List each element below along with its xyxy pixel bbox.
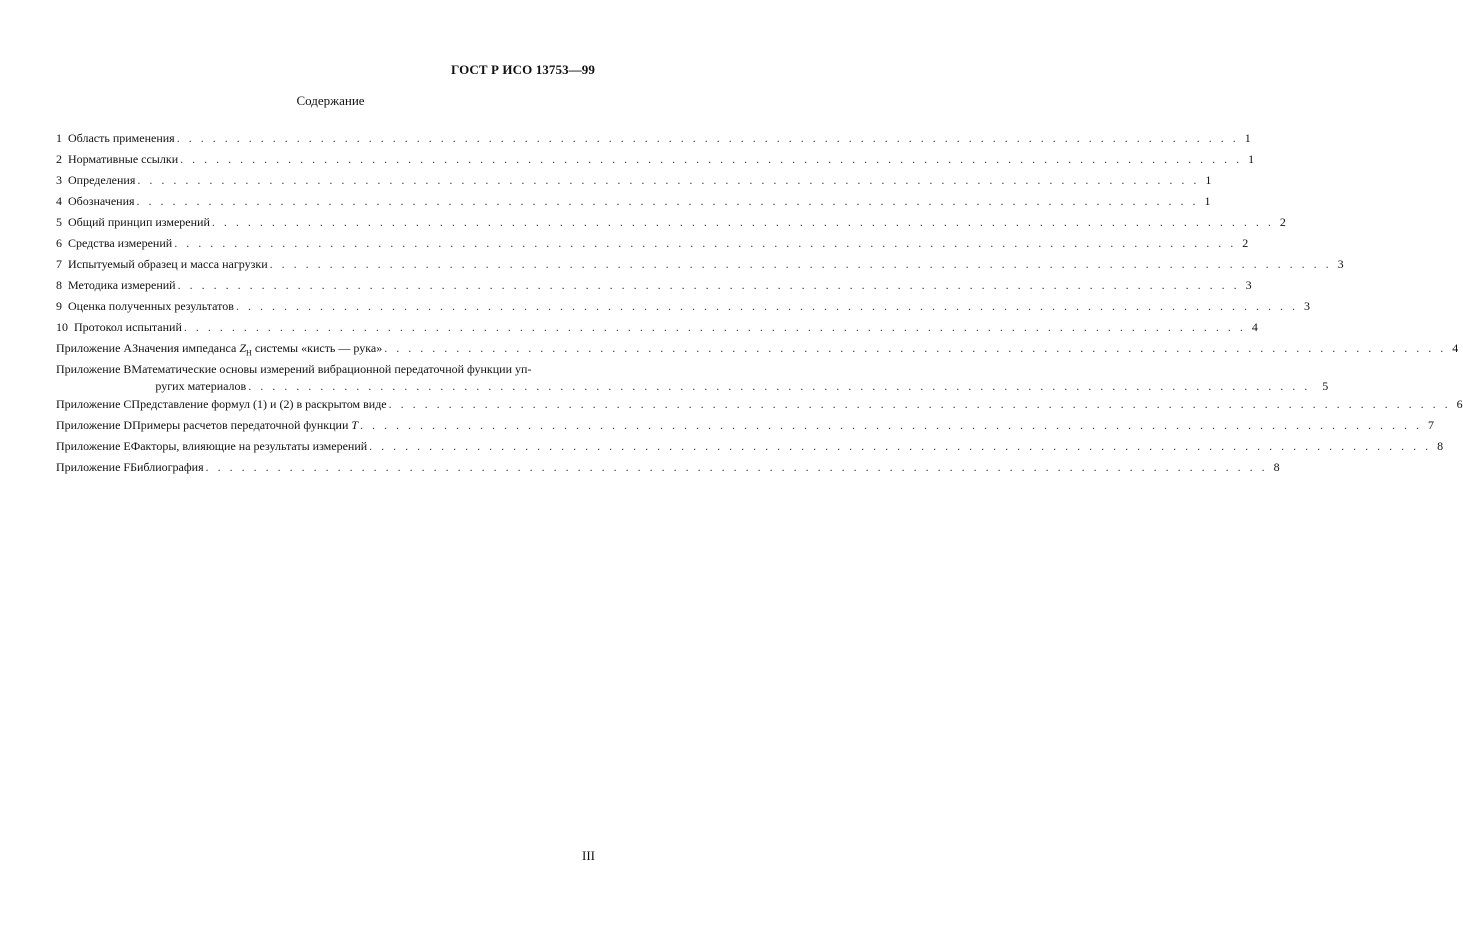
appendix-title-text: Примеры расчетов передаточной функции xyxy=(132,418,352,432)
appendix-page: 8 xyxy=(1437,439,1444,453)
toc-entry-title: Обозначения xyxy=(68,194,135,208)
toc-entry-9[interactable] xyxy=(56,296,1310,317)
toc-entry-7[interactable] xyxy=(56,254,1344,275)
toc-entry-number: 6 xyxy=(56,236,62,250)
toc-entry-page: 3 xyxy=(1337,257,1344,271)
dot-leader: . . . . . . . . . . . . . . . . . . . . . . . . . . . . . . . . . . . . . . . . . . . . . . . . . . . . . . . . . . . . . . . . . . . . . . . . . . . . . . . . . . . . . . . . . xyxy=(248,379,1311,393)
dot-leader: . . . . . . . . . . . . . . . . . . . . . . . . . . . . . . . . . . . . . . . . . . . . . . . . . . . . . . . . . . . . . . . . . . . . . . . . . . . . . . . . . . . . . . . . . xyxy=(269,257,1332,271)
toc-entry-4[interactable] xyxy=(56,191,1211,212)
appendix-label: Приложение А xyxy=(56,341,133,355)
toc-entry-6[interactable] xyxy=(56,233,1249,254)
dot-leader: . . . . . . . . . . . . . . . . . . . . . . . . . . . . . . . . . . . . . . . . . . . . . . . . . . . . . . . . . . . . . . . . . . . . . . . . . . . . . . . . . . . . . . . . . xyxy=(174,236,1237,250)
appendix-label: Приложение В xyxy=(56,362,132,376)
toc-entry-number: 3 xyxy=(56,173,62,187)
dot-leader: . . . . . . . . . . . . . . . . . . . . . . . . . . . . . . . . . . . . . . . . . . . . . . . . . . . . . . . . . . . . . . . . . . . . . . . . . . . . . . . . . . . . . . . . . xyxy=(384,341,1447,355)
toc-entry-title: Нормативные ссылки xyxy=(68,152,179,166)
toc-entry-page: 1 xyxy=(1248,152,1255,166)
dot-leader: . . . . . . . . . . . . . . . . . . . . . . . . . . . . . . . . . . . . . . . . . . . . . . . . . . . . . . . . . . . . . . . . . . . . . . . . . . . . . . . . . . . . . . . . . xyxy=(177,278,1240,292)
table-of-contents xyxy=(56,128,1463,478)
dot-leader: . . . . . . . . . . . . . . . . . . . . . . . . . . . . . . . . . . . . . . . . . . . . . . . . . . . . . . . . . . . . . . . . . . . . . . . . . . . . . . . . . . . . . . . . . xyxy=(369,439,1432,453)
dot-leader: . . . . . . . . . . . . . . . . . . . . . . . . . . . . . . . . . . . . . . . . . . . . . . . . . . . . . . . . . . . . . . . . . . . . . . . . . . . . . . . . . . . . . . . . . xyxy=(205,460,1268,474)
appendix-title-line-1: Математические основы измерений вибрационной передаточной функции уп- xyxy=(131,362,532,376)
toc-entry-page: 1 xyxy=(1205,173,1212,187)
appendix-page: 4 xyxy=(1452,341,1459,355)
toc-appendix-d[interactable] xyxy=(56,415,1435,436)
dot-leader: . . . . . . . . . . . . . . . . . . . . . . . . . . . . . . . . . . . . . . . . . . . . . . . . . . . . . . . . . . . . . . . . . . . . . . . . . . . . . . . . . . . . . . . . . xyxy=(136,194,1199,208)
toc-entry-page: 4 xyxy=(1251,320,1258,334)
appendix-title xyxy=(131,362,1328,395)
toc-entry-number: 9 xyxy=(56,299,62,313)
transfer-function-symbol: T xyxy=(351,418,359,432)
appendix-title-text: Значения импеданса xyxy=(132,341,240,355)
appendix-title-text: системы «кисть — рука» xyxy=(251,341,383,355)
toc-appendix-f[interactable] xyxy=(56,457,1280,478)
toc-entry-number: 7 xyxy=(56,257,62,271)
dot-leader: . . . . . . . . . . . . . . . . . . . . . . . . . . . . . . . . . . . . . . . . . . . . . . . . . . . . . . . . . . . . . . . . . . . . . . . . . . . . . . . . . . . . . . . . . xyxy=(235,299,1298,313)
appendix-title: Представление формул (1) и (2) в раскрытом виде xyxy=(131,397,387,411)
toc-entry-number: 10 xyxy=(56,320,68,334)
toc-entry-page: 1 xyxy=(1204,194,1211,208)
toc-entry-number: 5 xyxy=(56,215,62,229)
dot-leader: . . . . . . . . . . . . . . . . . . . . . . . . . . . . . . . . . . . . . . . . . . . . . . . . . . . . . . . . . . . . . . . . . . . . . . . . . . . . . . . . . . . . . . . . . xyxy=(137,173,1200,187)
appendix-title: Факторы, влияющие на результаты измерений xyxy=(130,439,368,453)
appendix-title: Библиография xyxy=(130,460,204,474)
dot-leader: . . . . . . . . . . . . . . . . . . . . . . . . . . . . . . . . . . . . . . . . . . . . . . . . . . . . . . . . . . . . . . . . . . . . . . . . . . . . . . . . . . . . . . . . . xyxy=(360,418,1423,432)
impedance-symbol: Z xyxy=(239,341,247,355)
appendix-page: 6 xyxy=(1456,397,1463,411)
appendix-page: 7 xyxy=(1428,418,1435,432)
dot-leader: . . . . . . . . . . . . . . . . . . . . . . . . . . . . . . . . . . . . . . . . . . . . . . . . . . . . . . . . . . . . . . . . . . . . . . . . . . . . . . . . . . . . . . . . . xyxy=(211,215,1274,229)
toc-entry-page: 2 xyxy=(1242,236,1249,250)
toc-appendix-e[interactable] xyxy=(56,436,1444,457)
toc-entry-page: 3 xyxy=(1245,278,1252,292)
toc-entry-number: 2 xyxy=(56,152,62,166)
appendix-label: Приложение D xyxy=(56,418,133,432)
toc-entry-1[interactable] xyxy=(56,128,1251,149)
toc-appendix-c[interactable] xyxy=(56,394,1463,415)
toc-entry-title: Общий принцип измерений xyxy=(68,215,210,229)
dot-leader: . . . . . . . . . . . . . . . . . . . . . . . . . . . . . . . . . . . . . . . . . . . . . . . . . . . . . . . . . . . . . . . . . . . . . . . . . . . . . . . . . . . . . . . . . xyxy=(176,131,1239,145)
appendix-title-line-2: ругих материалов xyxy=(155,379,247,393)
toc-entry-page: 2 xyxy=(1279,215,1286,229)
appendix-title xyxy=(132,415,358,436)
toc-title: Содержание xyxy=(296,93,365,108)
toc-entry-number: 8 xyxy=(56,278,62,292)
appendix-label: Приложение Е xyxy=(56,439,131,453)
toc-entry-page: 1 xyxy=(1244,131,1251,145)
toc-entry-3[interactable] xyxy=(56,170,1212,191)
toc-entry-10[interactable] xyxy=(56,317,1258,338)
appendix-page: 8 xyxy=(1273,460,1280,474)
toc-entry-title: Протокол испытаний xyxy=(74,320,182,334)
page-number: III xyxy=(582,848,595,863)
appendix-label: Приложение F xyxy=(56,460,131,474)
document-code: ГОСТ Р ИСО 13753—99 xyxy=(451,62,595,77)
dot-leader: . . . . . . . . . . . . . . . . . . . . . . . . . . . . . . . . . . . . . . . . . . . . . . . . . . . . . . . . . . . . . . . . . . . . . . . . . . . . . . . . . . . . . . . . . xyxy=(388,397,1451,411)
toc-entry-8[interactable] xyxy=(56,275,1252,296)
toc-appendix-a[interactable] xyxy=(56,338,1459,359)
toc-entry-page: 3 xyxy=(1303,299,1310,313)
appendix-label: Приложение С xyxy=(56,397,132,411)
dot-leader: . . . . . . . . . . . . . . . . . . . . . . . . . . . . . . . . . . . . . . . . . . . . . . . . . . . . . . . . . . . . . . . . . . . . . . . . . . . . . . . . . . . . . . . . . xyxy=(180,152,1243,166)
toc-entry-5[interactable] xyxy=(56,212,1286,233)
dot-leader: . . . . . . . . . . . . . . . . . . . . . . . . . . . . . . . . . . . . . . . . . . . . . . . . . . . . . . . . . . . . . . . . . . . . . . . . . . . . . . . . . . . . . . . . . xyxy=(183,320,1246,334)
appendix-page: 5 xyxy=(1322,379,1329,393)
impedance-subscript: H xyxy=(246,348,252,358)
toc-entry-title: Оценка полученных результатов xyxy=(68,299,234,313)
toc-entry-title: Область применения xyxy=(68,131,175,145)
toc-entry-title: Методика измерений xyxy=(68,278,176,292)
toc-entry-title: Испытуемый образец и масса нагрузки xyxy=(68,257,268,271)
toc-entry-number: 1 xyxy=(56,131,62,145)
toc-entry-title: Определения xyxy=(68,173,136,187)
toc-entry-2[interactable] xyxy=(56,149,1255,170)
toc-entry-title: Средства измерений xyxy=(68,236,173,250)
toc-appendix-b[interactable] xyxy=(56,359,1329,394)
toc-entry-number: 4 xyxy=(56,194,62,208)
